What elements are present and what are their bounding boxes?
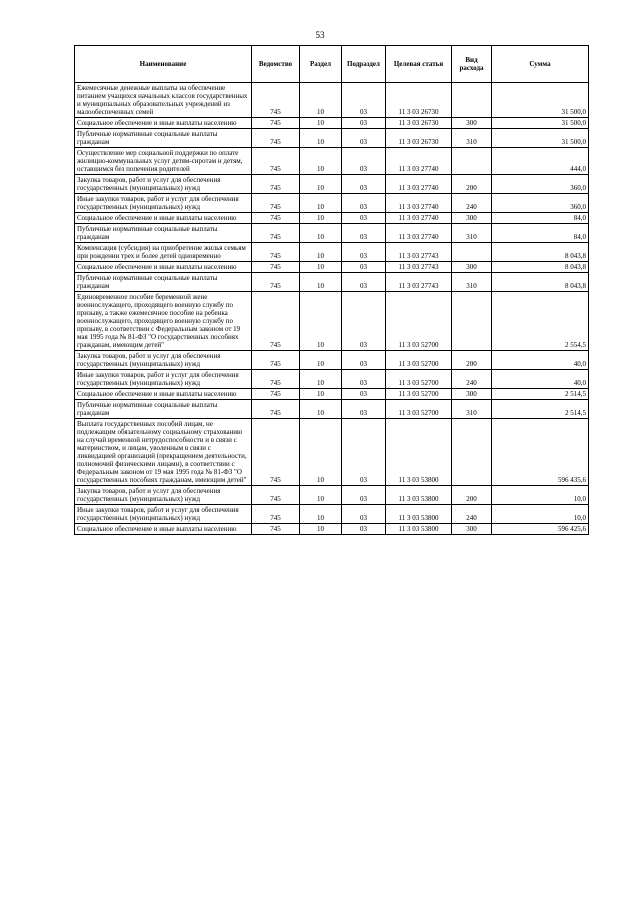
cell-dept: 745 (252, 262, 300, 273)
cell-dept: 745 (252, 129, 300, 148)
cell-section: 10 (300, 292, 342, 351)
cell-subsection: 03 (342, 175, 386, 194)
cell-sum: 2 514,5 (492, 389, 589, 400)
cell-section: 10 (300, 175, 342, 194)
table-row (75, 118, 589, 129)
cell-name: Иные закупки товаров, работ и услуг для обеспечения государственных (муниципальных) нужд (75, 194, 252, 213)
cell-target: 11 3 03 27743 (386, 243, 452, 262)
cell-dept: 745 (252, 175, 300, 194)
budget-table (74, 45, 589, 535)
cell-section: 10 (300, 243, 342, 262)
page-number: 53 (315, 30, 325, 40)
cell-target: 11 3 03 27740 (386, 224, 452, 243)
cell-sum: 84,0 (492, 224, 589, 243)
cell-name: Закупка товаров, работ и услуг для обеспечения государственных (муниципальных) нужд (75, 486, 252, 505)
header-type: Вид расхода (452, 46, 492, 83)
cell-dept: 745 (252, 224, 300, 243)
cell-type (452, 83, 492, 118)
cell-dept: 745 (252, 370, 300, 389)
cell-name: Публичные нормативные социальные выплаты гражданам (75, 129, 252, 148)
cell-type (452, 148, 492, 175)
cell-dept: 745 (252, 486, 300, 505)
table-row (75, 389, 589, 400)
cell-subsection: 03 (342, 351, 386, 370)
cell-subsection: 03 (342, 224, 386, 243)
cell-sum: 360,0 (492, 175, 589, 194)
cell-type: 310 (452, 129, 492, 148)
cell-section: 10 (300, 83, 342, 118)
cell-name: Компенсация (субсидия) на приобретение жилья семьям при рождении трех и более детей одновременно (75, 243, 252, 262)
cell-name: Социальное обеспечение и иные выплаты населению (75, 213, 252, 224)
cell-target: 11 3 03 52700 (386, 292, 452, 351)
cell-section: 10 (300, 148, 342, 175)
cell-type (452, 419, 492, 486)
cell-name: Социальное обеспечение и иные выплаты населению (75, 118, 252, 129)
table-row (75, 175, 589, 194)
cell-dept: 745 (252, 194, 300, 213)
header-dept: Ведомство (252, 46, 300, 83)
cell-section: 10 (300, 194, 342, 213)
cell-subsection: 03 (342, 505, 386, 524)
cell-name: Выплата государственных пособий лицам, не подлежащим обязательному социальному страхованию на случай временной нетрудоспособности и в связи с материнством, и лицам, уволенным в связи с ликвидацией организаций (прекращением деятельности, полномочий физическими лицами), в соответствии с Федеральным законом от 19 мая 1995 года № 81-ФЗ "О государственных пособиях гражданам, имеющим детей" (75, 419, 252, 486)
cell-sum: 40,0 (492, 370, 589, 389)
cell-type: 300 (452, 213, 492, 224)
cell-target: 11 3 03 53800 (386, 505, 452, 524)
table-row (75, 262, 589, 273)
cell-name: Публичные нормативные социальные выплаты гражданам (75, 273, 252, 292)
cell-subsection: 03 (342, 194, 386, 213)
cell-sum: 40,0 (492, 351, 589, 370)
cell-subsection: 03 (342, 400, 386, 419)
cell-subsection: 03 (342, 524, 386, 535)
cell-sum: 31 500,0 (492, 83, 589, 118)
cell-sum: 596 425,6 (492, 524, 589, 535)
cell-section: 10 (300, 419, 342, 486)
cell-type: 300 (452, 262, 492, 273)
table-row (75, 83, 589, 118)
cell-target: 11 3 03 27740 (386, 175, 452, 194)
cell-dept: 745 (252, 213, 300, 224)
cell-sum: 31 500,0 (492, 129, 589, 148)
cell-subsection: 03 (342, 273, 386, 292)
cell-name: Публичные нормативные социальные выплаты гражданам (75, 224, 252, 243)
cell-dept: 745 (252, 273, 300, 292)
cell-target: 11 3 03 53800 (386, 524, 452, 535)
cell-name: Социальное обеспечение и иные выплаты населению (75, 524, 252, 535)
cell-type: 310 (452, 273, 492, 292)
cell-target: 11 3 03 26730 (386, 129, 452, 148)
cell-name: Социальное обеспечение и иные выплаты населению (75, 389, 252, 400)
cell-dept: 745 (252, 524, 300, 535)
cell-name: Социальное обеспечение и иные выплаты населению (75, 262, 252, 273)
table-row (75, 419, 589, 486)
cell-dept: 745 (252, 505, 300, 524)
table-row (75, 213, 589, 224)
cell-type (452, 292, 492, 351)
cell-section: 10 (300, 400, 342, 419)
cell-type: 200 (452, 351, 492, 370)
cell-dept: 745 (252, 351, 300, 370)
cell-sum: 360,0 (492, 194, 589, 213)
header-section: Раздел (300, 46, 342, 83)
header-sum: Сумма (492, 46, 589, 83)
table-row (75, 505, 589, 524)
cell-type: 310 (452, 224, 492, 243)
cell-target: 11 3 03 27743 (386, 262, 452, 273)
table-row (75, 148, 589, 175)
cell-dept: 745 (252, 389, 300, 400)
table-row (75, 292, 589, 351)
cell-section: 10 (300, 486, 342, 505)
cell-section: 10 (300, 273, 342, 292)
cell-dept: 745 (252, 118, 300, 129)
cell-subsection: 03 (342, 83, 386, 118)
cell-subsection: 03 (342, 389, 386, 400)
table-body (75, 83, 589, 535)
cell-target: 11 3 03 53800 (386, 486, 452, 505)
cell-target: 11 3 03 53800 (386, 419, 452, 486)
cell-section: 10 (300, 389, 342, 400)
table-row (75, 243, 589, 262)
header-name: Наименование (75, 46, 252, 83)
cell-sum: 10,0 (492, 486, 589, 505)
cell-sum: 596 435,6 (492, 419, 589, 486)
header-target: Целевая статья (386, 46, 452, 83)
cell-subsection: 03 (342, 262, 386, 273)
cell-sum: 84,0 (492, 213, 589, 224)
cell-name: Иные закупки товаров, работ и услуг для обеспечения государственных (муниципальных) нужд (75, 370, 252, 389)
table-row (75, 370, 589, 389)
cell-sum: 10,0 (492, 505, 589, 524)
cell-type (452, 243, 492, 262)
table-row (75, 194, 589, 213)
cell-name: Осуществление мер социальной поддержки по оплате жилищно-коммунальных услуг детям-сиротам и детям, оставшимся без попечения родителей (75, 148, 252, 175)
table-row (75, 129, 589, 148)
table-header-row (75, 46, 589, 83)
cell-name: Ежемесячные денежные выплаты на обеспечение питанием учащихся начальных классов государственных и муниципальных образовательных учреждений из малообеспеченных семей (75, 83, 252, 118)
table-row (75, 273, 589, 292)
cell-name: Публичные нормативные социальные выплаты гражданам (75, 400, 252, 419)
cell-dept: 745 (252, 419, 300, 486)
cell-subsection: 03 (342, 486, 386, 505)
cell-target: 11 3 03 26730 (386, 83, 452, 118)
table-row (75, 400, 589, 419)
cell-subsection: 03 (342, 118, 386, 129)
cell-sum: 8 043,8 (492, 262, 589, 273)
table-row (75, 224, 589, 243)
header-subsection: Подраздел (342, 46, 386, 83)
cell-type: 200 (452, 175, 492, 194)
cell-target: 11 3 03 27740 (386, 213, 452, 224)
cell-subsection: 03 (342, 213, 386, 224)
cell-section: 10 (300, 129, 342, 148)
cell-sum: 31 500,0 (492, 118, 589, 129)
cell-section: 10 (300, 118, 342, 129)
cell-dept: 745 (252, 292, 300, 351)
cell-dept: 745 (252, 400, 300, 419)
cell-name: Иные закупки товаров, работ и услуг для обеспечения государственных (муниципальных) нужд (75, 505, 252, 524)
cell-target: 11 3 03 27740 (386, 194, 452, 213)
cell-dept: 745 (252, 148, 300, 175)
table-row (75, 524, 589, 535)
cell-section: 10 (300, 213, 342, 224)
cell-subsection: 03 (342, 129, 386, 148)
cell-sum: 8 043,8 (492, 273, 589, 292)
cell-target: 11 3 03 52700 (386, 370, 452, 389)
cell-name: Закупка товаров, работ и услуг для обеспечения государственных (муниципальных) нужд (75, 351, 252, 370)
cell-type: 200 (452, 486, 492, 505)
table-row (75, 486, 589, 505)
cell-target: 11 3 03 27740 (386, 148, 452, 175)
cell-type: 240 (452, 194, 492, 213)
cell-section: 10 (300, 370, 342, 389)
cell-name: Закупка товаров, работ и услуг для обеспечения государственных (муниципальных) нужд (75, 175, 252, 194)
cell-subsection: 03 (342, 292, 386, 351)
cell-target: 11 3 03 52700 (386, 400, 452, 419)
cell-subsection: 03 (342, 370, 386, 389)
cell-section: 10 (300, 524, 342, 535)
cell-name: Единовременное пособие беременной жене военнослужащего, проходящего военную службу по призыву, а также ежемесячное пособие на ребенка военнослужащего, проходящего военную службу по призыву, в соответствии с Федеральным законом от 19 мая 1995 года № 81-ФЗ "О государственных пособиях гражданам, имеющим детей" (75, 292, 252, 351)
cell-target: 11 3 03 52700 (386, 389, 452, 400)
cell-type: 310 (452, 400, 492, 419)
cell-sum: 2 554,5 (492, 292, 589, 351)
cell-subsection: 03 (342, 419, 386, 486)
cell-type: 300 (452, 389, 492, 400)
cell-section: 10 (300, 505, 342, 524)
cell-sum: 8 043,8 (492, 243, 589, 262)
table-row (75, 351, 589, 370)
cell-subsection: 03 (342, 148, 386, 175)
cell-type: 300 (452, 524, 492, 535)
cell-subsection: 03 (342, 243, 386, 262)
cell-section: 10 (300, 351, 342, 370)
cell-type: 300 (452, 118, 492, 129)
cell-sum: 444,0 (492, 148, 589, 175)
cell-target: 11 3 03 26730 (386, 118, 452, 129)
cell-dept: 745 (252, 83, 300, 118)
cell-type: 240 (452, 370, 492, 389)
cell-section: 10 (300, 224, 342, 243)
cell-dept: 745 (252, 243, 300, 262)
cell-type: 240 (452, 505, 492, 524)
cell-section: 10 (300, 262, 342, 273)
cell-sum: 2 514,5 (492, 400, 589, 419)
cell-target: 11 3 03 27743 (386, 273, 452, 292)
cell-target: 11 3 03 52700 (386, 351, 452, 370)
